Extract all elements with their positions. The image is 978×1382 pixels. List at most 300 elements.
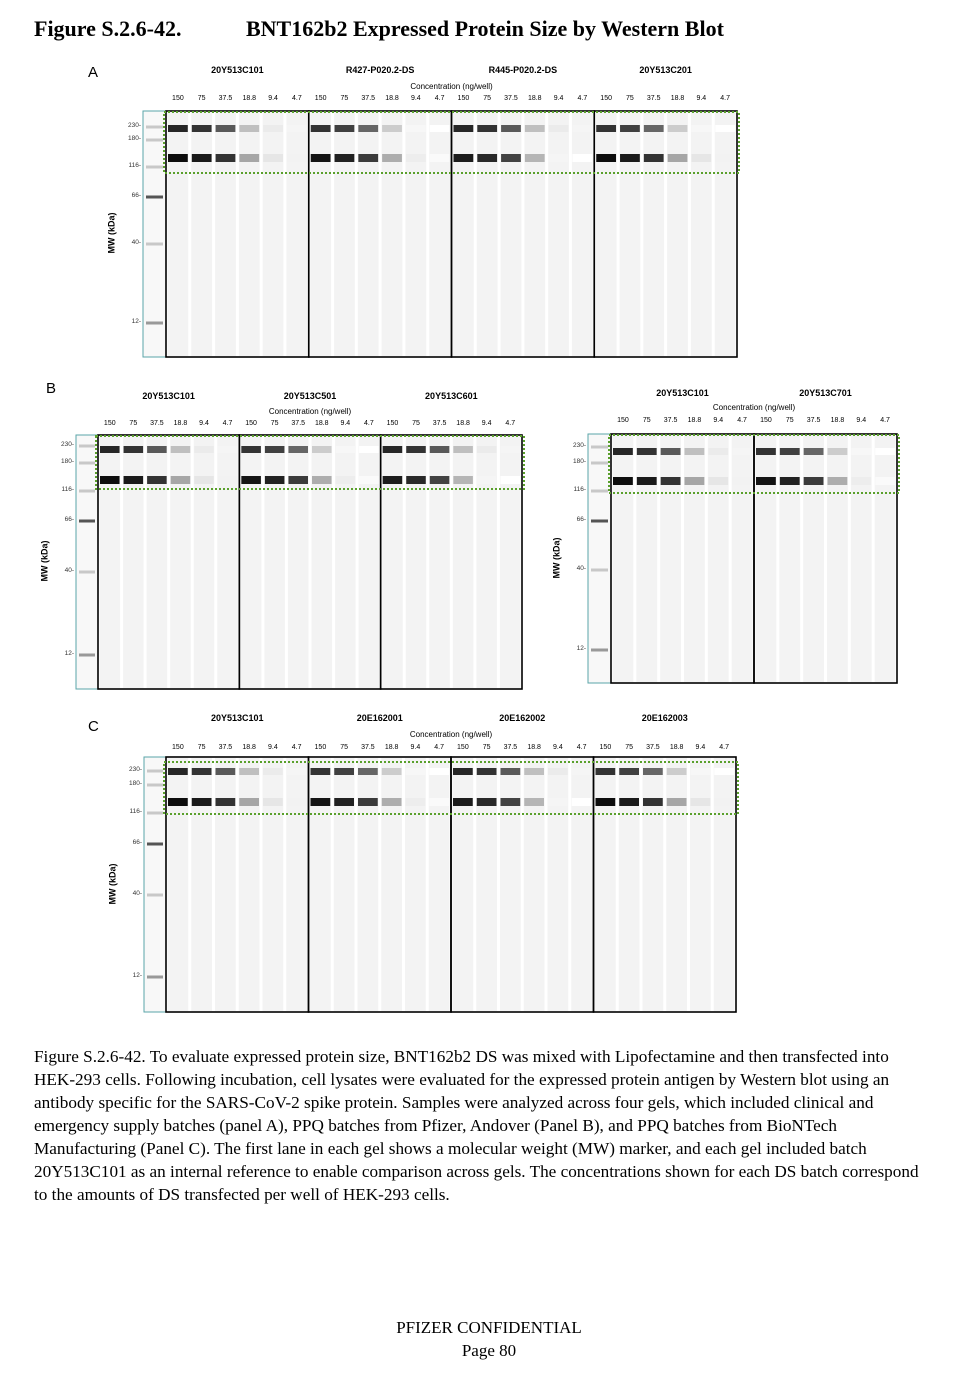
gel-lane	[571, 758, 592, 1011]
protein-band-upper	[637, 448, 657, 455]
marker-band	[591, 649, 608, 652]
protein-band-lower	[477, 476, 497, 484]
gel-lane	[524, 112, 545, 356]
protein-band-lower	[239, 154, 259, 162]
lane-concentration-label: 37.5	[646, 744, 660, 751]
protein-band-upper	[691, 768, 711, 775]
lane-concentration-label: 18.8	[314, 420, 329, 427]
gel-lane	[756, 435, 777, 682]
protein-band-upper	[359, 446, 379, 453]
marker-band	[146, 139, 163, 142]
protein-band-upper	[263, 125, 283, 132]
protein-band-upper	[668, 125, 688, 132]
protein-band-lower	[430, 154, 450, 162]
lane-concentration-label: 75	[625, 744, 634, 751]
lane-concentration-label: 4.7	[576, 744, 587, 751]
gel-lane	[334, 112, 355, 356]
lane-concentration-label: 4.7	[505, 420, 516, 427]
lane-concentration-label: 150	[314, 744, 327, 751]
protein-band-lower	[453, 476, 473, 484]
protein-band-upper	[691, 125, 711, 132]
lane-concentration-label: 9.4	[410, 744, 421, 751]
gel-lane	[691, 112, 712, 356]
mw-tick-label: 116-	[61, 486, 74, 493]
protein-band-lower	[336, 476, 356, 484]
gel-lane	[312, 436, 333, 688]
gel-lane	[524, 758, 545, 1011]
protein-band-upper	[596, 768, 616, 775]
gel-lane	[286, 758, 307, 1011]
protein-band-upper	[263, 768, 283, 775]
protein-band-upper	[477, 125, 497, 132]
mw-tick-label: 230-	[60, 441, 74, 448]
protein-band-upper	[312, 446, 332, 453]
protein-band-upper	[477, 446, 497, 453]
lane-concentration-label: 4.7	[434, 95, 445, 102]
protein-band-lower	[500, 476, 520, 484]
concentration-axis-label: Concentration (ng/well)	[409, 730, 493, 739]
lane-concentration-label: 9.4	[553, 95, 564, 102]
lane-concentration-label: 4.7	[737, 417, 747, 424]
marker-band	[591, 520, 608, 523]
protein-band-upper	[406, 125, 426, 132]
mw-tick-label: 40-	[131, 239, 141, 246]
protein-band-lower	[312, 476, 332, 484]
protein-band-upper	[708, 448, 728, 455]
lane-concentration-label: 18.8	[456, 420, 470, 427]
protein-band-lower	[453, 798, 473, 806]
protein-band-lower	[643, 798, 663, 806]
gel-lane	[619, 758, 640, 1011]
gel-lane	[263, 112, 284, 356]
gel-lane	[875, 435, 896, 682]
gel-lane	[334, 758, 355, 1011]
protein-band-lower	[288, 476, 308, 484]
lane-concentration-label: 4.7	[291, 95, 302, 102]
protein-band-upper	[336, 446, 356, 453]
blot-panel-c	[144, 757, 738, 1012]
gel-lane	[595, 758, 616, 1011]
protein-band-lower	[548, 798, 568, 806]
protein-band-upper	[715, 125, 735, 132]
gel-lane	[170, 436, 191, 688]
lane-concentration-label: 75	[482, 744, 491, 751]
protein-band-lower	[715, 154, 735, 162]
gel-lane	[636, 435, 657, 682]
mw-tick-label: 116-	[128, 162, 141, 169]
lane-concentration-label: 37.5	[806, 417, 821, 424]
lane-concentration-label: 4.7	[364, 420, 374, 427]
protein-band-upper	[192, 125, 212, 132]
protein-band-lower	[667, 798, 687, 806]
marker-band	[79, 490, 95, 493]
protein-band-upper	[194, 446, 214, 453]
protein-band-lower	[406, 798, 426, 806]
protein-band-lower	[875, 477, 895, 485]
protein-band-lower	[572, 154, 592, 162]
protein-band-upper	[358, 768, 378, 775]
protein-band-upper	[454, 125, 474, 132]
protein-band-upper	[524, 768, 544, 775]
protein-band-lower	[637, 477, 657, 485]
gel-lane	[239, 758, 260, 1011]
gel-lane	[381, 758, 402, 1011]
lane-concentration-label: 37.5	[432, 420, 447, 427]
lane-concentration-label: 18.8	[242, 95, 257, 102]
protein-band-lower	[524, 798, 544, 806]
gel-lane	[620, 112, 641, 356]
gel-batch-label: 20E162001	[356, 713, 403, 723]
marker-band	[146, 243, 163, 246]
protein-band-lower	[287, 798, 307, 806]
lane-concentration-label: 18.8	[527, 744, 541, 751]
gel-lane	[429, 436, 450, 688]
gel-batch-label: 20Y513C101	[210, 713, 264, 723]
protein-band-upper	[241, 446, 261, 453]
protein-band-lower	[619, 798, 639, 806]
protein-band-lower	[691, 154, 711, 162]
gel-lane	[191, 112, 212, 356]
gel-lane	[239, 112, 260, 356]
protein-band-upper	[100, 446, 120, 453]
mw-axis-label: MW (kDa)	[39, 540, 50, 582]
lane-concentration-label: 75	[197, 95, 206, 102]
lane-concentration-label: 4.7	[577, 95, 588, 102]
gel-lane	[548, 758, 569, 1011]
protein-band-lower	[851, 477, 871, 485]
gel-lane	[359, 436, 380, 688]
protein-band-lower	[668, 154, 688, 162]
gel-lane	[684, 435, 705, 682]
gel-batch-label: 20Y513C501	[283, 391, 337, 401]
lane-concentration-label: 18.8	[242, 744, 256, 751]
concentration-axis-label: Concentration (ng/well)	[410, 82, 493, 91]
mw-tick-label: 66-	[132, 839, 142, 846]
concentration-axis-label: Concentration (ng/well)	[712, 403, 796, 412]
gel-lane	[168, 758, 189, 1011]
gel-lane	[500, 436, 521, 688]
mw-axis-label: MW (kDa)	[107, 863, 118, 904]
gel-lane	[779, 435, 800, 682]
lane-concentration-label: 18.8	[670, 95, 685, 102]
lane-concentration-label: 75	[785, 417, 794, 424]
protein-band-lower	[613, 477, 633, 485]
protein-band-upper	[406, 446, 426, 453]
gel-lane	[453, 112, 474, 356]
mw-axis-label: MW (kDa)	[106, 212, 117, 254]
protein-band-upper	[124, 446, 144, 453]
protein-band-upper	[311, 125, 331, 132]
protein-band-lower	[239, 798, 259, 806]
lane-concentration-label: 37.5	[291, 420, 306, 427]
protein-band-upper	[643, 768, 663, 775]
lane-concentration-label: 150	[245, 420, 257, 427]
marker-lane	[588, 434, 611, 683]
gel-lane	[613, 435, 634, 682]
protein-band-upper	[192, 768, 212, 775]
mw-tick-label: 116-	[129, 808, 142, 815]
protein-band-lower	[549, 154, 569, 162]
gel-lane	[708, 435, 729, 682]
gel-lane	[100, 436, 121, 688]
mw-tick-label: 180-	[572, 458, 586, 465]
gel-lane	[851, 435, 872, 682]
protein-band-lower	[218, 476, 238, 484]
lane-concentration-label: 4.7	[222, 420, 233, 427]
marker-band	[147, 812, 163, 815]
gel-lane	[123, 436, 144, 688]
lane-concentration-label: 37.5	[503, 744, 518, 751]
gel-lane	[667, 112, 688, 356]
marker-band	[591, 490, 608, 493]
gel-lane	[335, 436, 356, 688]
marker-lane	[143, 111, 166, 357]
protein-band-lower	[171, 476, 191, 484]
protein-band-lower	[194, 476, 214, 484]
lane-concentration-label: 37.5	[504, 95, 518, 102]
protein-band-lower	[501, 154, 521, 162]
protein-band-upper	[804, 448, 824, 455]
mw-axis-label: MW (kDa)	[551, 537, 562, 578]
lane-concentration-label: 9.4	[695, 744, 706, 751]
mw-tick-label: 180-	[127, 135, 141, 142]
protein-band-upper	[667, 768, 687, 775]
gel-lane	[666, 758, 687, 1011]
protein-band-lower	[708, 477, 728, 485]
marker-band	[147, 770, 163, 773]
protein-band-upper	[596, 125, 616, 132]
protein-band-lower	[311, 154, 331, 162]
lane-concentration-label: 4.7	[720, 95, 730, 102]
lane-concentration-label: 150	[457, 744, 469, 751]
gel-lane	[215, 112, 236, 356]
lane-concentration-label: 18.8	[384, 744, 399, 751]
marker-band	[79, 571, 95, 574]
protein-band-lower	[311, 798, 331, 806]
protein-band-lower	[429, 798, 449, 806]
protein-band-upper	[453, 446, 473, 453]
protein-band-lower	[572, 798, 592, 806]
protein-band-lower	[263, 798, 283, 806]
gel-lane	[358, 758, 379, 1011]
protein-band-lower	[168, 798, 188, 806]
protein-band-lower	[100, 476, 120, 484]
mw-tick-label: 180-	[128, 780, 142, 787]
lane-concentration-label: 75	[270, 420, 279, 427]
gel-lane	[194, 436, 215, 688]
protein-band-lower	[358, 154, 378, 162]
protein-band-upper	[620, 125, 640, 132]
protein-band-lower	[382, 154, 402, 162]
lane-concentration-label: 9.4	[696, 95, 707, 102]
protein-band-upper	[714, 768, 734, 775]
blot-panel-a	[143, 111, 739, 357]
lane-concentration-label: 37.5	[218, 744, 233, 751]
gel-lane	[382, 436, 403, 688]
gel-batch-label: R427-P020.2-DS	[345, 65, 415, 75]
lane-concentration-label: 75	[129, 420, 138, 427]
gel-batch-label: R445-P020.2-DS	[488, 65, 558, 75]
gel-lane	[803, 435, 824, 682]
protein-band-lower	[732, 477, 752, 485]
mw-tick-label: 230-	[128, 766, 142, 773]
gel-lane	[241, 436, 262, 688]
mw-tick-label: 12-	[131, 318, 141, 325]
lane-concentration-label: 150	[386, 420, 399, 427]
lane-concentration-label: 150	[457, 95, 470, 102]
gel-lane	[714, 758, 735, 1011]
protein-band-lower	[358, 798, 378, 806]
protein-band-upper	[732, 448, 752, 455]
protein-band-upper	[477, 768, 497, 775]
protein-band-lower	[714, 798, 734, 806]
protein-band-lower	[406, 154, 426, 162]
lane-concentration-label: 37.5	[150, 420, 164, 427]
mw-tick-label: 66-	[64, 516, 74, 523]
protein-band-lower	[192, 154, 212, 162]
protein-band-lower	[477, 154, 497, 162]
lane-concentration-label: 150	[760, 417, 772, 424]
marker-band	[591, 462, 608, 465]
protein-band-upper	[288, 446, 308, 453]
protein-band-upper	[501, 125, 521, 132]
protein-band-upper	[572, 768, 592, 775]
protein-band-upper	[685, 448, 705, 455]
gel-lane	[476, 758, 497, 1011]
gel-lane	[217, 436, 238, 688]
protein-band-lower	[501, 798, 521, 806]
lane-concentration-label: 9.4	[410, 95, 421, 102]
protein-band-upper	[406, 768, 426, 775]
mw-tick-label: 230-	[127, 122, 141, 129]
protein-band-upper	[335, 125, 355, 132]
lane-concentration-label: 75	[340, 95, 349, 102]
protein-band-upper	[265, 446, 285, 453]
protein-band-upper	[756, 448, 776, 455]
mw-tick-label: 116-	[573, 486, 586, 493]
page-number: Page 80	[461, 1341, 517, 1360]
gel-lane	[715, 112, 736, 356]
protein-band-upper	[287, 768, 307, 775]
mw-tick-label: 230-	[572, 442, 586, 449]
gel-lane	[405, 758, 426, 1011]
protein-band-upper	[453, 768, 473, 775]
protein-band-lower	[430, 476, 450, 484]
marker-band	[146, 126, 163, 129]
protein-band-upper	[501, 768, 521, 775]
marker-band	[147, 843, 163, 846]
gel-lane	[476, 436, 497, 688]
lane-concentration-label: 150	[599, 744, 612, 751]
gel-lane	[288, 436, 309, 688]
protein-band-upper	[382, 125, 402, 132]
protein-band-upper	[548, 768, 568, 775]
lane-concentration-label: 37.5	[361, 744, 375, 751]
protein-band-lower	[691, 798, 711, 806]
gel-lane	[643, 112, 664, 356]
lane-concentration-label: 37.5	[361, 95, 376, 102]
gel-lane	[572, 112, 593, 356]
marker-lane	[76, 435, 98, 689]
lane-concentration-label: 18.8	[830, 417, 845, 424]
marker-band	[147, 784, 163, 787]
marker-band	[146, 196, 163, 199]
lane-concentration-label: 150	[172, 95, 184, 102]
gel-batch-label: 20Y513C101	[656, 388, 709, 398]
lane-concentration-label: 9.4	[268, 744, 278, 751]
gel-lane	[191, 758, 212, 1011]
gel-batch-label: 20Y513C201	[639, 65, 692, 75]
gel-batch-label: 20E162002	[499, 713, 546, 723]
protein-band-upper	[661, 448, 681, 455]
protein-band-lower	[454, 154, 474, 162]
gel-lane	[690, 758, 711, 1011]
mw-tick-label: 66-	[131, 192, 141, 199]
protein-band-lower	[596, 154, 616, 162]
protein-band-upper	[875, 448, 895, 455]
marker-band	[591, 446, 608, 449]
marker-band	[146, 322, 163, 325]
gel-lane	[453, 758, 474, 1011]
concentration-axis-label: Concentration (ng/well)	[268, 407, 352, 416]
protein-band-lower	[335, 154, 355, 162]
protein-band-lower	[661, 477, 681, 485]
gel-lane	[477, 112, 498, 356]
gel-lane	[215, 758, 236, 1011]
gel-lane	[147, 436, 168, 688]
protein-band-upper	[168, 768, 188, 775]
protein-band-lower	[216, 154, 236, 162]
gel-lane	[660, 435, 681, 682]
gel-lane	[264, 436, 285, 688]
figure-number: Figure S.2.6-42.	[34, 16, 182, 41]
gel-lane	[310, 758, 331, 1011]
protein-band-upper	[311, 768, 331, 775]
gel-lane	[406, 436, 427, 688]
blot-panel-b2	[588, 434, 899, 683]
protein-band-lower	[780, 477, 800, 485]
lane-concentration-label: 4.7	[880, 417, 890, 424]
lane-concentration-label: 37.5	[646, 95, 661, 102]
lane-concentration-label: 9.4	[340, 420, 351, 427]
lane-concentration-label: 75	[197, 744, 206, 751]
protein-band-lower	[168, 154, 188, 162]
confidential-notice: PFIZER CONFIDENTIAL	[396, 1318, 582, 1337]
panel-letter-b: B	[46, 380, 57, 397]
lane-concentration-label: 75	[483, 95, 492, 102]
lane-concentration-label: 150	[600, 95, 612, 102]
lane-concentration-label: 4.7	[291, 744, 302, 751]
panel-letter-c: C	[88, 718, 99, 735]
figure-caption: Figure S.2.6-42. To evaluate expressed protein size, BNT162b2 DS was mixed with Lipofectamine and then transfected into HEK-293 cells. Following incubation, cell lysates were evaluated for the expressed protein antigen by Western blot using an antibody specific for the SARS-CoV-2 spike protein. Samples were analyzed across four gels, which included clinical and emergency supply batches (panel A), PPQ batches from Pfizer, Andover (Panel B), and PPQ batches from BioNTech Manufacturing (Panel C). The first lane in each gel shows a molecular weight (MW) marker, and each gel included batch 20Y513C101 as an internal reference to enable comparison across gels. The concentrations shown for each DS batch correspond to the amounts of DS transfected per well of HEK-293 cells.	[34, 1047, 919, 1204]
marker-lane	[144, 757, 166, 1012]
mw-tick-label: 12-	[132, 972, 142, 979]
gel-lane	[358, 112, 379, 356]
protein-band-upper	[147, 446, 167, 453]
protein-band-lower	[756, 477, 776, 485]
protein-band-lower	[192, 798, 212, 806]
protein-band-lower	[382, 798, 402, 806]
protein-band-upper	[334, 768, 354, 775]
lane-concentration-label: 9.4	[199, 420, 209, 427]
protein-band-lower	[334, 798, 354, 806]
lane-concentration-label: 150	[172, 744, 184, 751]
marker-band	[79, 654, 95, 657]
lane-concentration-label: 37.5	[663, 417, 678, 424]
protein-band-upper	[500, 446, 520, 453]
gel-lane	[310, 112, 331, 356]
gel-lane	[168, 112, 189, 356]
